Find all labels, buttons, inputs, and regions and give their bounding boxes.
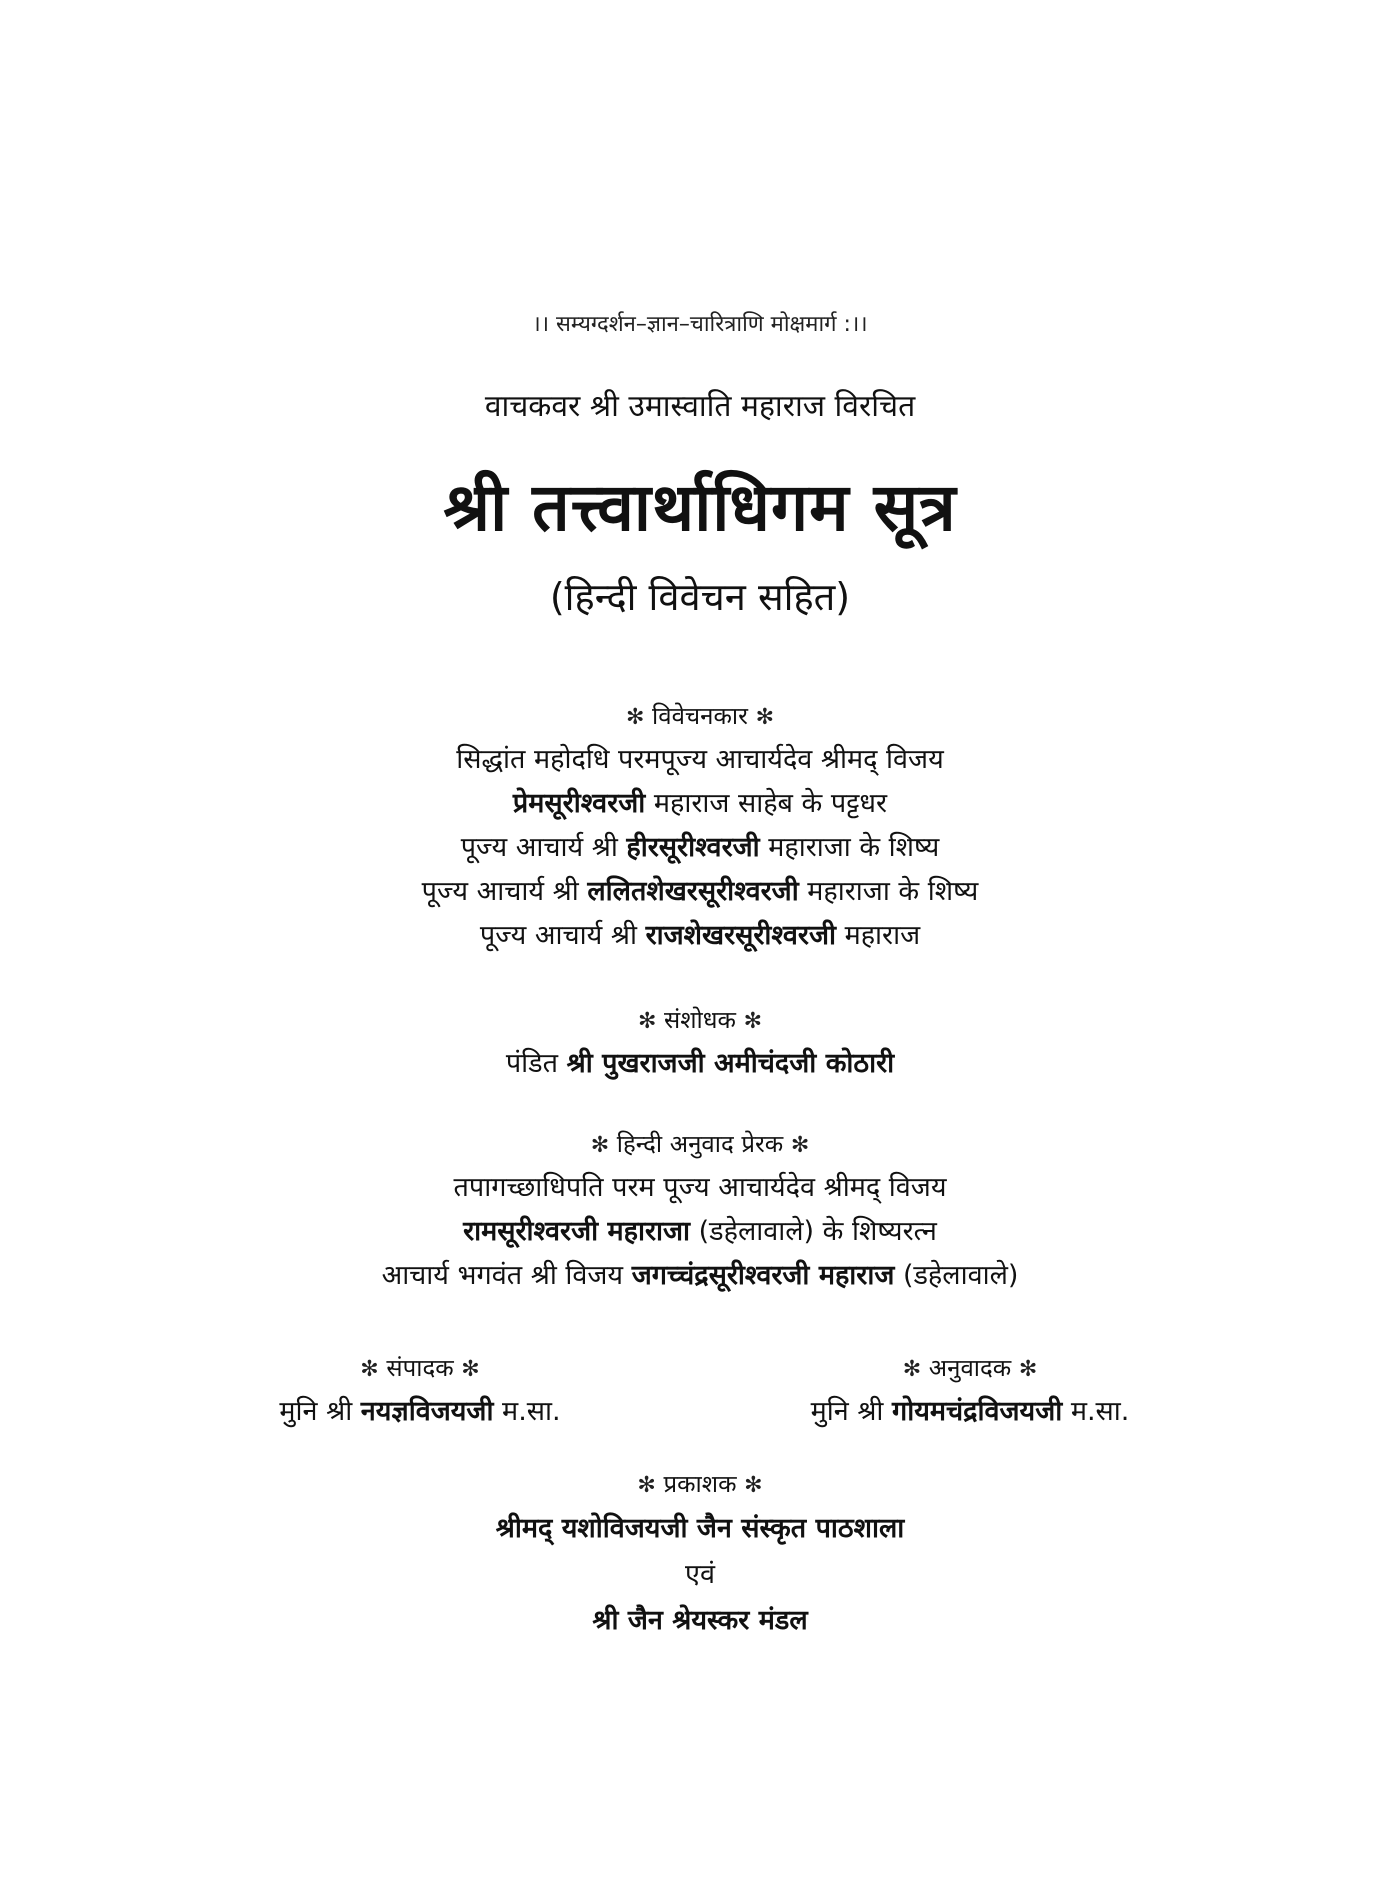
- translator-line: [770, 1390, 1170, 1434]
- commentator-line-5-rest: महाराज: [835, 920, 921, 951]
- translation-inspirer-line-1: तपागच्छाधिपति परम पूज्य आचार्यदेव श्रीमद् विजय: [453, 1172, 947, 1203]
- commentator-line-3-name: हीरसूरीश्वरजी: [626, 832, 760, 863]
- commentator-line-4-name: ललितशेखरसूरीश्वरजी: [587, 876, 799, 907]
- translation-inspirer-line-2: [0, 1210, 1400, 1254]
- commentator-line-2-rest: महाराज साहेब के पट्टधर: [645, 788, 888, 819]
- asterisk-ornament-icon: ✻: [790, 1133, 810, 1158]
- publisher-name-2: श्री जैन श्रेयस्कर मंडल: [592, 1605, 808, 1636]
- translation-inspirer-heading-label: हिन्दी अनुवाद प्रेरक: [616, 1130, 784, 1158]
- publisher-name-1: श्रीमद् यशोविजयजी जैन संस्कृत पाठशाला: [495, 1513, 905, 1544]
- commentator-line-1: सिद्धांत महोदधि परमपूज्य आचार्यदेव श्रीमद् विजय: [456, 744, 944, 775]
- translator-suffix: म.सा.: [1062, 1396, 1130, 1427]
- translation-inspirer-line-2-name: रामसूरीश्वरजी महाराजा: [463, 1216, 691, 1247]
- translation-inspirer-line-2-rest: (डहेलावाले) के शिष्यरत्न: [690, 1216, 937, 1247]
- translation-inspirer-section: [0, 1124, 1400, 1298]
- commentator-line-4-rest: महाराजा के शिष्य: [798, 876, 979, 907]
- editor-suffix: म.सा.: [493, 1396, 561, 1427]
- reviewer-heading: [0, 1000, 1400, 1042]
- commentator-section: [0, 696, 1400, 958]
- translation-inspirer-line-3: [0, 1254, 1400, 1298]
- translator-section: [770, 1348, 1170, 1434]
- publisher-heading-label: प्रकाशक: [663, 1470, 737, 1498]
- asterisk-ornament-icon: ✻: [744, 1473, 763, 1498]
- reviewer-name: श्री पुखराजजी अमीचंदजी कोठारी: [566, 1048, 895, 1079]
- commentator-heading-label: विवेचनकार: [652, 702, 748, 730]
- commentator-line-2: [0, 782, 1400, 826]
- editor-prefix: मुनि श्री: [279, 1396, 361, 1427]
- translator-heading-label: अनुवादक: [928, 1354, 1012, 1382]
- composed-by-line: वाचकवर श्री उमास्वाति महाराज विरचित: [484, 389, 916, 424]
- editor-name: नयज्ञविजयजी: [360, 1396, 494, 1427]
- asterisk-ornament-icon: ✻: [461, 1357, 480, 1382]
- publisher-heading: [0, 1464, 1400, 1506]
- asterisk-ornament-icon: ✻: [755, 705, 775, 730]
- commentator-line-4: [0, 870, 1400, 914]
- book-title: श्री तत्त्वार्थाधिगम सूत्र: [443, 469, 957, 546]
- asterisk-ornament-icon: ✻: [625, 705, 645, 730]
- translator-heading: [770, 1348, 1170, 1390]
- translation-inspirer-line-3-name: जगच्चंद्रसूरीश्वरजी महाराज: [631, 1260, 895, 1291]
- commentator-line-5-prefix: पूज्य आचार्य श्री: [479, 920, 646, 951]
- reviewer-prefix: पंडित: [505, 1048, 567, 1079]
- asterisk-ornament-icon: ✻: [637, 1473, 656, 1498]
- translation-inspirer-line-3-rest: (डहेलावाले): [894, 1260, 1019, 1291]
- translation-inspirer-heading: [0, 1124, 1400, 1166]
- asterisk-ornament-icon: ✻: [590, 1133, 610, 1158]
- editor-heading-label: संपादक: [386, 1354, 454, 1382]
- publisher-section: [0, 1464, 1400, 1644]
- commentator-line-5: [0, 914, 1400, 958]
- commentator-line-2-name: प्रेमसूरीश्वरजी: [512, 788, 646, 819]
- reviewer-heading-label: संशोधक: [664, 1006, 736, 1034]
- commentator-line-3-rest: महाराजा के शिष्य: [759, 832, 940, 863]
- motto: ।। सम्यग्दर्शन–ज्ञान–चारित्राणि मोक्षमार्ग :।।: [532, 312, 868, 337]
- commentator-line-5-name: राजशेखरसूरीश्वरजी: [645, 920, 836, 951]
- commentator-heading: [0, 696, 1400, 738]
- editor-section: [230, 1348, 610, 1434]
- commentator-line-4-prefix: पूज्य आचार्य श्री: [421, 876, 588, 907]
- editor-heading: [230, 1348, 610, 1390]
- asterisk-ornament-icon: ✻: [637, 1009, 657, 1034]
- reviewer-line: [0, 1042, 1400, 1086]
- translator-name: गोयमचंद्रविजयजी: [892, 1396, 1063, 1427]
- asterisk-ornament-icon: ✻: [360, 1357, 379, 1382]
- asterisk-ornament-icon: ✻: [743, 1009, 763, 1034]
- commentator-line-3-prefix: पूज्य आचार्य श्री: [460, 832, 627, 863]
- publisher-conjunction: एवं: [685, 1559, 715, 1590]
- book-subtitle: (हिन्दी विवेचन सहित): [549, 575, 851, 619]
- asterisk-ornament-icon: ✻: [1018, 1357, 1038, 1382]
- asterisk-ornament-icon: ✻: [902, 1357, 922, 1382]
- translator-prefix: मुनि श्री: [810, 1396, 893, 1427]
- translation-inspirer-line-3-prefix: आचार्य भगवंत श्री विजय: [381, 1260, 632, 1291]
- editor-line: [230, 1390, 610, 1434]
- reviewer-section: [0, 1000, 1400, 1086]
- commentator-line-3: [0, 826, 1400, 870]
